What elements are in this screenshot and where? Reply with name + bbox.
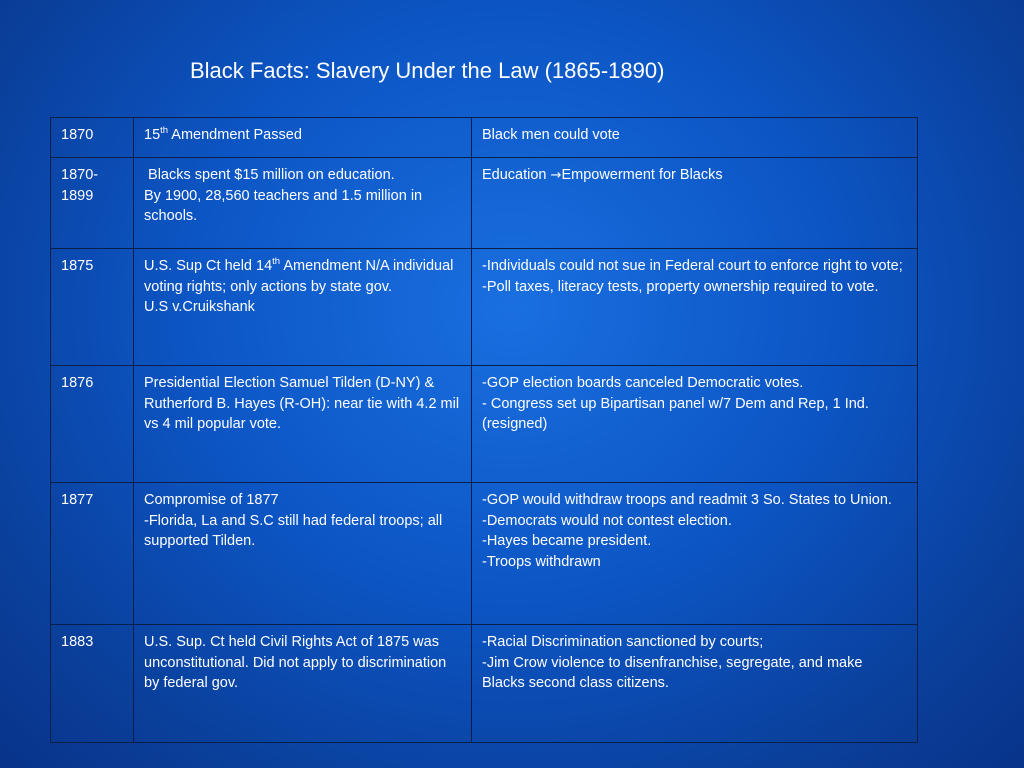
table-row (51, 158, 918, 249)
event-text: 15 (144, 127, 161, 143)
impact-text: Education (482, 167, 551, 183)
impact-cell (472, 483, 918, 625)
impact-cell (472, 158, 918, 249)
year-cell: 1875 (51, 249, 134, 366)
event-text: Amendment N/A individual voting rights; only actions by state gov. (144, 258, 454, 295)
event-cell (134, 366, 472, 483)
facts-table (50, 117, 918, 743)
impact-line: -Poll taxes, literacy tests, property ownership required to vote. (482, 278, 879, 295)
slide-title: Black Facts: Slavery Under the Law (1865-1890) (190, 58, 665, 83)
impact-cell (472, 249, 918, 366)
impact-line: -Hayes became president. (482, 533, 652, 549)
impact-line: -Jim Crow violence to disenfranchise, segregate, and make Blacks second class citizens. (482, 654, 863, 691)
event-line: -Florida, La and S.C still had federal troops; all supported Tilden. (144, 512, 443, 549)
impact-line: -GOP would withdraw troops and readmit 3 So. States to Union. (482, 492, 892, 508)
impact-line: -GOP election boards canceled Democratic votes. (482, 375, 804, 391)
table-row (51, 366, 918, 483)
year-cell: 1876 (51, 366, 134, 483)
event-cell (134, 118, 472, 158)
table-row (51, 625, 918, 743)
superscript: th (272, 256, 281, 268)
event-cell (134, 249, 472, 366)
event-line: Blacks spent $15 million on education. (144, 167, 395, 183)
impact-text: Empowerment for Blacks (561, 167, 723, 183)
impact-line: -Troops withdrawn (482, 553, 601, 570)
event-text: Amendment Passed (168, 127, 302, 143)
impact-cell (472, 366, 918, 483)
year-cell: 1870-1899 (51, 158, 134, 249)
event-line: Presidential Election Samuel Tilden (D-NY) & Rutherford B. Hayes (R-OH): near tie with 4.2 mil vs 4 mil popular vote. (144, 375, 460, 432)
impact-line: Black men could vote (482, 127, 620, 143)
event-line: Compromise of 1877 (144, 492, 279, 508)
arrow-right-icon: → (550, 168, 562, 183)
year-cell: 1877 (51, 483, 134, 625)
impact-line: -Individuals could not sue in Federal court to enforce right to vote; (482, 258, 903, 274)
year-cell: 1883 (51, 625, 134, 743)
impact-line: -Democrats would not contest election. (482, 512, 732, 529)
event-line: By 1900, 28,560 teachers and 1.5 million in schools. (144, 187, 423, 224)
table-row (51, 118, 918, 158)
impact-line: - Congress set up Bipartisan panel w/7 Dem and Rep, 1 Ind. (resigned) (482, 395, 869, 432)
superscript: th (160, 125, 169, 137)
impact-cell (472, 625, 918, 743)
event-cell (134, 483, 472, 625)
event-cell (134, 158, 472, 249)
impact-cell (472, 118, 918, 158)
year-cell: 1870 (51, 118, 134, 158)
event-line: U.S. Sup. Ct held Civil Rights Act of 1875 was unconstitutional. Did not apply to discrimination by federal gov. (144, 634, 447, 691)
case-citation: U.S v.Cruikshank (144, 299, 255, 315)
table-row (51, 483, 918, 625)
event-cell (134, 625, 472, 743)
impact-line: -Racial Discrimination sanctioned by courts; (482, 634, 764, 650)
event-text: U.S. Sup Ct held 14 (144, 258, 273, 274)
table-row (51, 249, 918, 366)
